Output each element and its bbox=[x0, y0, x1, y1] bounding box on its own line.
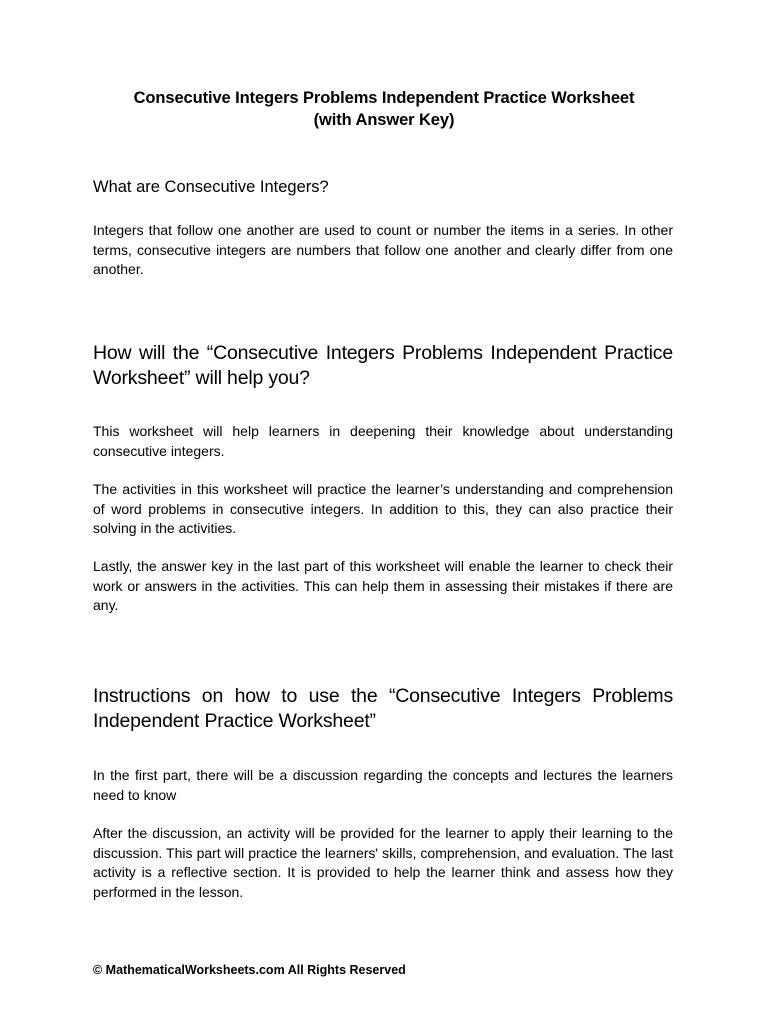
section-heading-what-are: What are Consecutive Integers? bbox=[93, 178, 329, 196]
section-heading-how-will-help: How will the “Consecutive Integers Problems Independent Practice Worksheet” will help you? bbox=[93, 342, 673, 389]
paragraph-help-3: Lastly, the answer key in the last part of this worksheet will enable the learner to check their work or answers in the activities. This can help them in assessing their mistakes if there are any. bbox=[93, 558, 673, 613]
paragraph-definition: Integers that follow one another are used to count or number the items in a series. In other terms, consecutive integers are numbers that follow one another and clearly differ from one another. bbox=[93, 222, 673, 277]
paragraph-help-1: This worksheet will help learners in deepening their knowledge about understanding consecutive integers. bbox=[93, 423, 673, 459]
paragraph-instructions-2: After the discussion, an activity will be provided for the learner to apply their learning to the discussion. This part will practice the learners' skills, comprehension, and evaluation. The last activity is a reflective section. It is provided to help the learner think and assess how they performed in the lesson. bbox=[93, 825, 673, 900]
paragraph-help-2: The activities in this worksheet will practice the learner’s understanding and comprehension of word problems in consecutive integers. In addition to this, they can also practice their solving in the activities. bbox=[93, 481, 673, 536]
paragraph-instructions-1: In the first part, there will be a discussion regarding the concepts and lectures the learners need to know bbox=[93, 767, 673, 803]
copyright-footer: © MathematicalWorksheets.com All Rights Reserved bbox=[93, 963, 406, 977]
title-line-1: Consecutive Integers Problems Independent Practice Worksheet bbox=[133, 89, 635, 107]
title-line-2: (with Answer Key) bbox=[313, 111, 455, 129]
page-title bbox=[60, 87, 708, 131]
section-heading-instructions: Instructions on how to use the “Consecutive Integers Problems Independent Practice Worksheet” bbox=[93, 685, 673, 732]
